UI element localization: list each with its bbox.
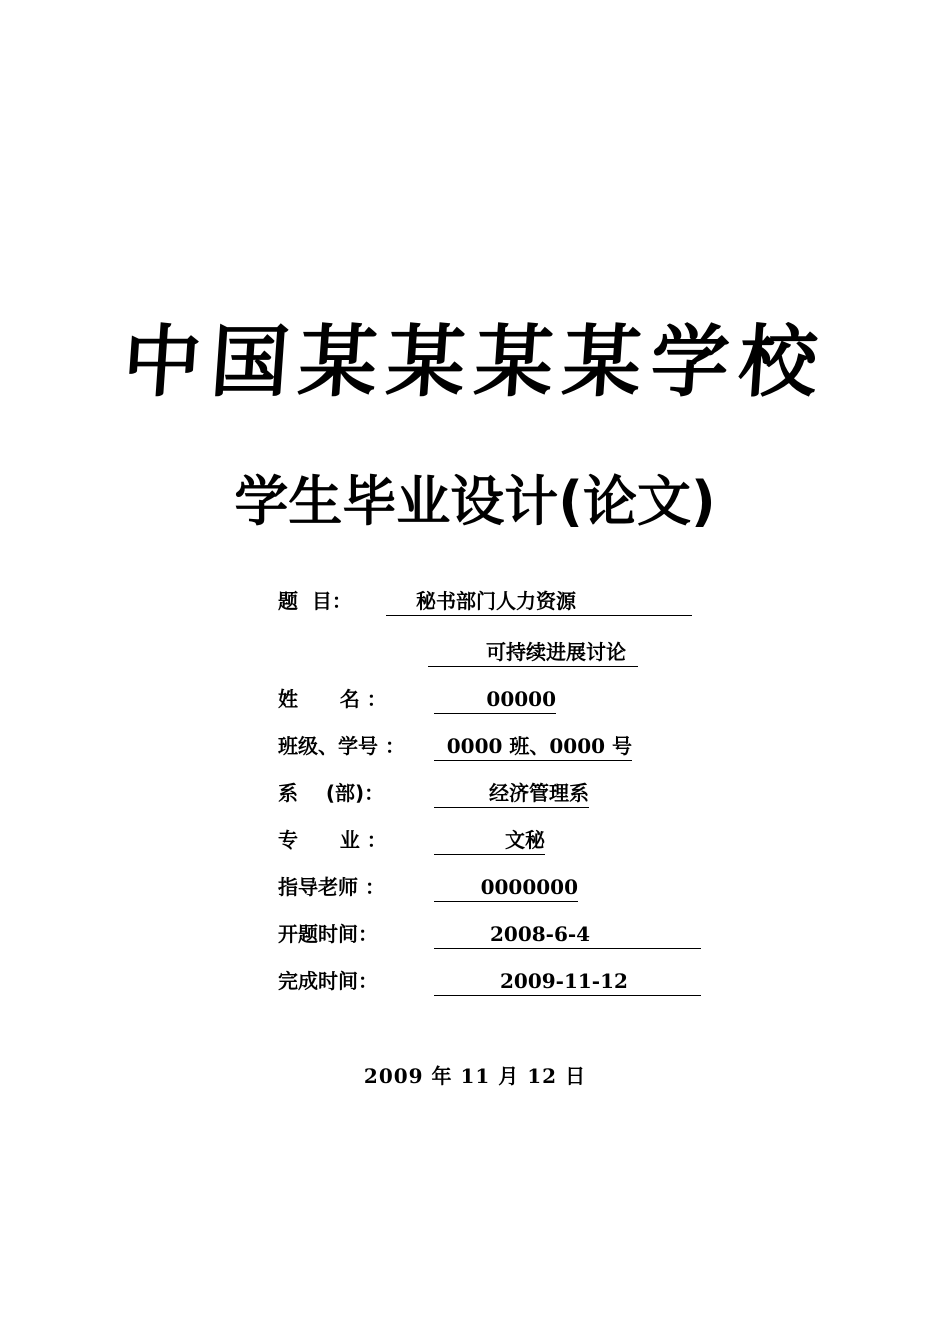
advisor-value: 0000000 bbox=[434, 874, 578, 902]
dept-value: 经济管理系 bbox=[434, 780, 589, 808]
major-label: 专 业 ： bbox=[278, 828, 387, 852]
topic-value-line2: 可持续进展讨论 bbox=[428, 639, 638, 667]
class-value: 0000 班、0000 号 bbox=[434, 733, 632, 761]
advisor-label: 指导老师 ： bbox=[278, 875, 385, 899]
start-date-label: 开题时间： bbox=[278, 922, 378, 946]
major-value: 文秘 bbox=[434, 827, 545, 855]
start-date-value: 2008-6-4 bbox=[434, 921, 701, 949]
finish-date-label: 完成时间： bbox=[278, 969, 378, 993]
name-label: 姓 名 ： bbox=[278, 687, 387, 711]
topic-label: 题 目： bbox=[278, 589, 352, 613]
class-label: 班级、学号 ： bbox=[278, 734, 405, 758]
document-title: 学生毕业设计(论文) bbox=[234, 470, 716, 533]
topic-value-line1: 秘书部门人力资源 bbox=[386, 588, 692, 616]
name-value: 00000 bbox=[434, 686, 556, 714]
dept-label: 系 (部)： bbox=[278, 781, 385, 805]
school-name: 中国某某某某学校 bbox=[119, 317, 831, 408]
finish-date-value: 2009-11-12 bbox=[434, 968, 701, 996]
document-date: 2009 年 11 月 12 日 bbox=[363, 1064, 587, 1088]
